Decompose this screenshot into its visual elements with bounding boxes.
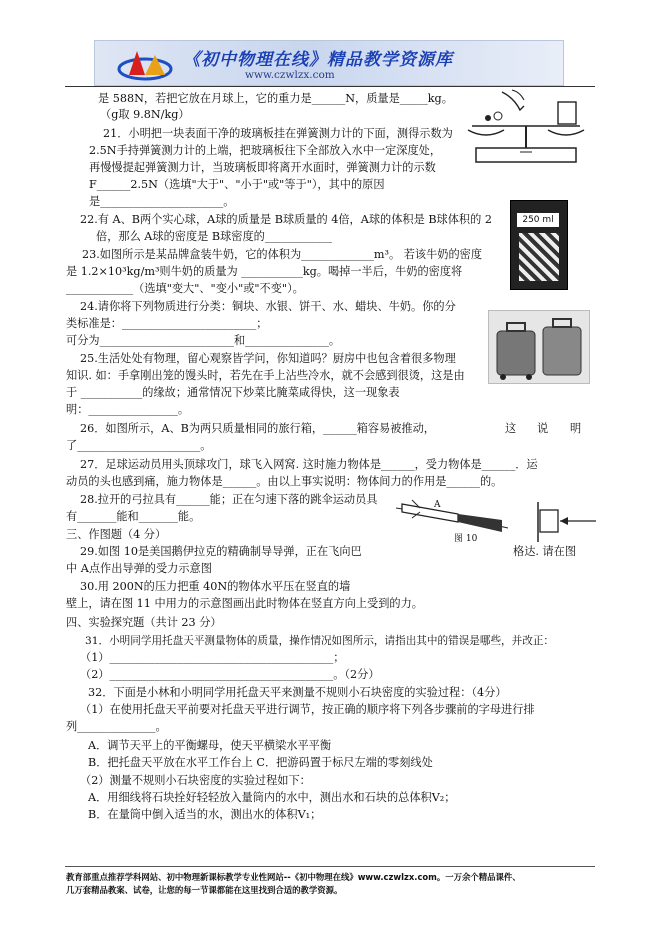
question-24: 24.请你将下列物质进行分类：铜块、水银、饼干、水、蜡块、牛奶。你的分 <box>80 300 456 313</box>
text-line: 说 <box>537 422 549 435</box>
text-line: 列______________。 <box>66 720 167 733</box>
option-b: B．把托盘天平放在水平工作台上 C．把游码置于标尺左端的零刻线处 <box>88 756 433 769</box>
block-wall-figure <box>536 500 598 544</box>
text-line: 类标准是：________________________； <box>66 317 268 330</box>
missile-point-label: A <box>434 500 441 510</box>
text-line: 是 1.2×10³kg/m³则牛奶的质量为 ___________kg。喝掉一半后，牛奶的密度将 <box>66 265 463 278</box>
text-line: 于 ___________的缘故；通常情况下炒菜比腌菜咸得快，这一现象表 <box>66 386 400 399</box>
question-28: 28.拉开的弓拉具有______能；正在匀速下落的跳伞运动员具 <box>80 493 378 506</box>
step-a: A．用细线将石块拴好轻轻放入量筒内的水中，测出水和石块的总体积V₂； <box>88 791 456 804</box>
text-line: 倍，那么 A球的密度是 B球密度的____________ <box>96 230 332 243</box>
question-22: 22.有 A、B两个实心球，A球的质量是 B球质量的 4倍，A球的体积是 B球体积的 2 <box>80 213 492 226</box>
text-line: F______2.5N（选填"大于"、"小于"或"等于"），其中的原因 <box>89 178 385 191</box>
text-line: （2）测量不规则小石块密度的实验过程如下： <box>80 774 311 787</box>
balance-scale-figure <box>462 88 590 166</box>
text-line: 是 588N，若把它放在月球上，它的重力是______N，质量是_____kg。 <box>98 92 453 105</box>
text-line: 明 <box>570 422 582 435</box>
text-line: （g取 9.8N/kg） <box>100 108 190 121</box>
site-url[interactable]: www.czwlzx.com <box>245 69 335 81</box>
question-29: 29.如图 10是美国鹅伊拉克的精确制导导弹，正在飞向巴 <box>80 545 362 558</box>
option-a: A．调节天平上的平衡螺母，使天平横梁水平平衡 <box>88 739 332 752</box>
question-21: 21．小明把一块表面干净的玻璃板挂在弹簧测力计的下面，测得示数为 <box>103 127 453 140</box>
question-23: 23.如图所示是某品牌盒装牛奶，它的体积为_____________m³。 若该牛奶的密度 <box>82 248 483 261</box>
question-31: 31．小明同学用托盘天平测量物体的质量，操作情况如图所示，请指出其中的错误是哪些，并改正： <box>85 635 555 647</box>
text-line: （1）________________________________________； <box>80 651 345 664</box>
site-title: 《初中物理在线》精品教学资源库 <box>183 50 453 70</box>
question-25: 25.生活处处有物理，留心观察皆学问，你知道吗？厨房中也包含着很多物理 <box>80 352 456 365</box>
step-b: B．在量筒中倒入适当的水，测出水的体积V₁； <box>88 808 322 821</box>
milk-volume-label: 250 ml <box>517 213 559 227</box>
footer-divider <box>65 866 595 867</box>
text-line: ____________（选填"变大"、"变小"或"不变"）。 <box>66 282 304 295</box>
question-26: 26．如图所示，A、B为两只质量相同的旅行箱，______箱容易被推动， <box>80 422 435 435</box>
footer-line-2: 几万套精品教案、试卷，让您的每一节课都能在这里找到合适的教学资源。 <box>66 885 343 895</box>
fig10-caption: 图 10 <box>454 534 478 544</box>
text-line: 中 A点作出导弹的受力示意图 <box>66 562 212 575</box>
milk-box-figure <box>510 200 568 290</box>
milk-pattern-icon <box>519 233 559 281</box>
question-30: 30.用 200N的压力把重 40N的物体水平压在竖直的墙 <box>80 580 351 593</box>
text-line: 是______________________。 <box>89 195 235 208</box>
section-drawing-title: 三、作图题（4 分） <box>66 528 167 541</box>
text-line: 格达. 请在图 <box>513 545 577 558</box>
text-line: 有_______能和_______能。 <box>66 510 201 523</box>
text-line: 知识. 如：手拿刚出笼的馒头时，若先在手上沾些冷水，就不会感到很烫，这是由 <box>66 369 465 382</box>
text-line: 2.5N手持弹簧测力计的上端，把玻璃板往下全部放入水中一定深度处， <box>89 144 442 157</box>
question-32: 32．下面是小林和小明同学用托盘天平来测量不规则小石块密度的实验过程：（4分） <box>88 686 507 699</box>
text-line: （2）________________________________________。（2分） <box>80 668 380 681</box>
text-line: 这 <box>505 422 517 435</box>
question-27: 27．足球运动员用头顶球攻门，球飞入网窝. 这时施力物体是______，受力物体是______．运 <box>80 458 538 471</box>
section-experiment-title: 四、实验探究题（共计 23 分） <box>66 616 222 629</box>
text-line: 再慢慢提起弹簧测力计，当玻璃板即将离开水面时，弹簧测力计的示数 <box>89 161 436 174</box>
text-line: （1）在使用托盘天平前要对托盘天平进行调节，按正确的顺序将下列各步骤前的字母进行排 <box>80 703 535 716</box>
text-line: 壁上，请在图 11 中用力的示意图画出此时物体在竖直方向上受到的力。 <box>66 597 423 610</box>
header-banner <box>94 40 564 86</box>
footer-line-1: 教育部重点推荐学科网站、初中物理新课标教学专业性网站--《初中物理在线》www.czwlzx.com。一万余个精品课件、 <box>66 872 521 882</box>
suitcase-icon <box>489 311 589 383</box>
text-line: 了______________________。 <box>66 439 212 452</box>
header-divider <box>65 86 595 87</box>
text-line: 明：________________。 <box>66 403 190 416</box>
text-line: 可分为________________________和_______________。 <box>66 334 341 347</box>
suitcases-figure <box>488 310 590 384</box>
text-line: 动员的头也感到痛，施力物体是______。由以上事实说明：物体间力的作用是______的。 <box>66 475 503 488</box>
missile-figure <box>392 494 512 542</box>
site-logo-icon <box>115 45 175 83</box>
